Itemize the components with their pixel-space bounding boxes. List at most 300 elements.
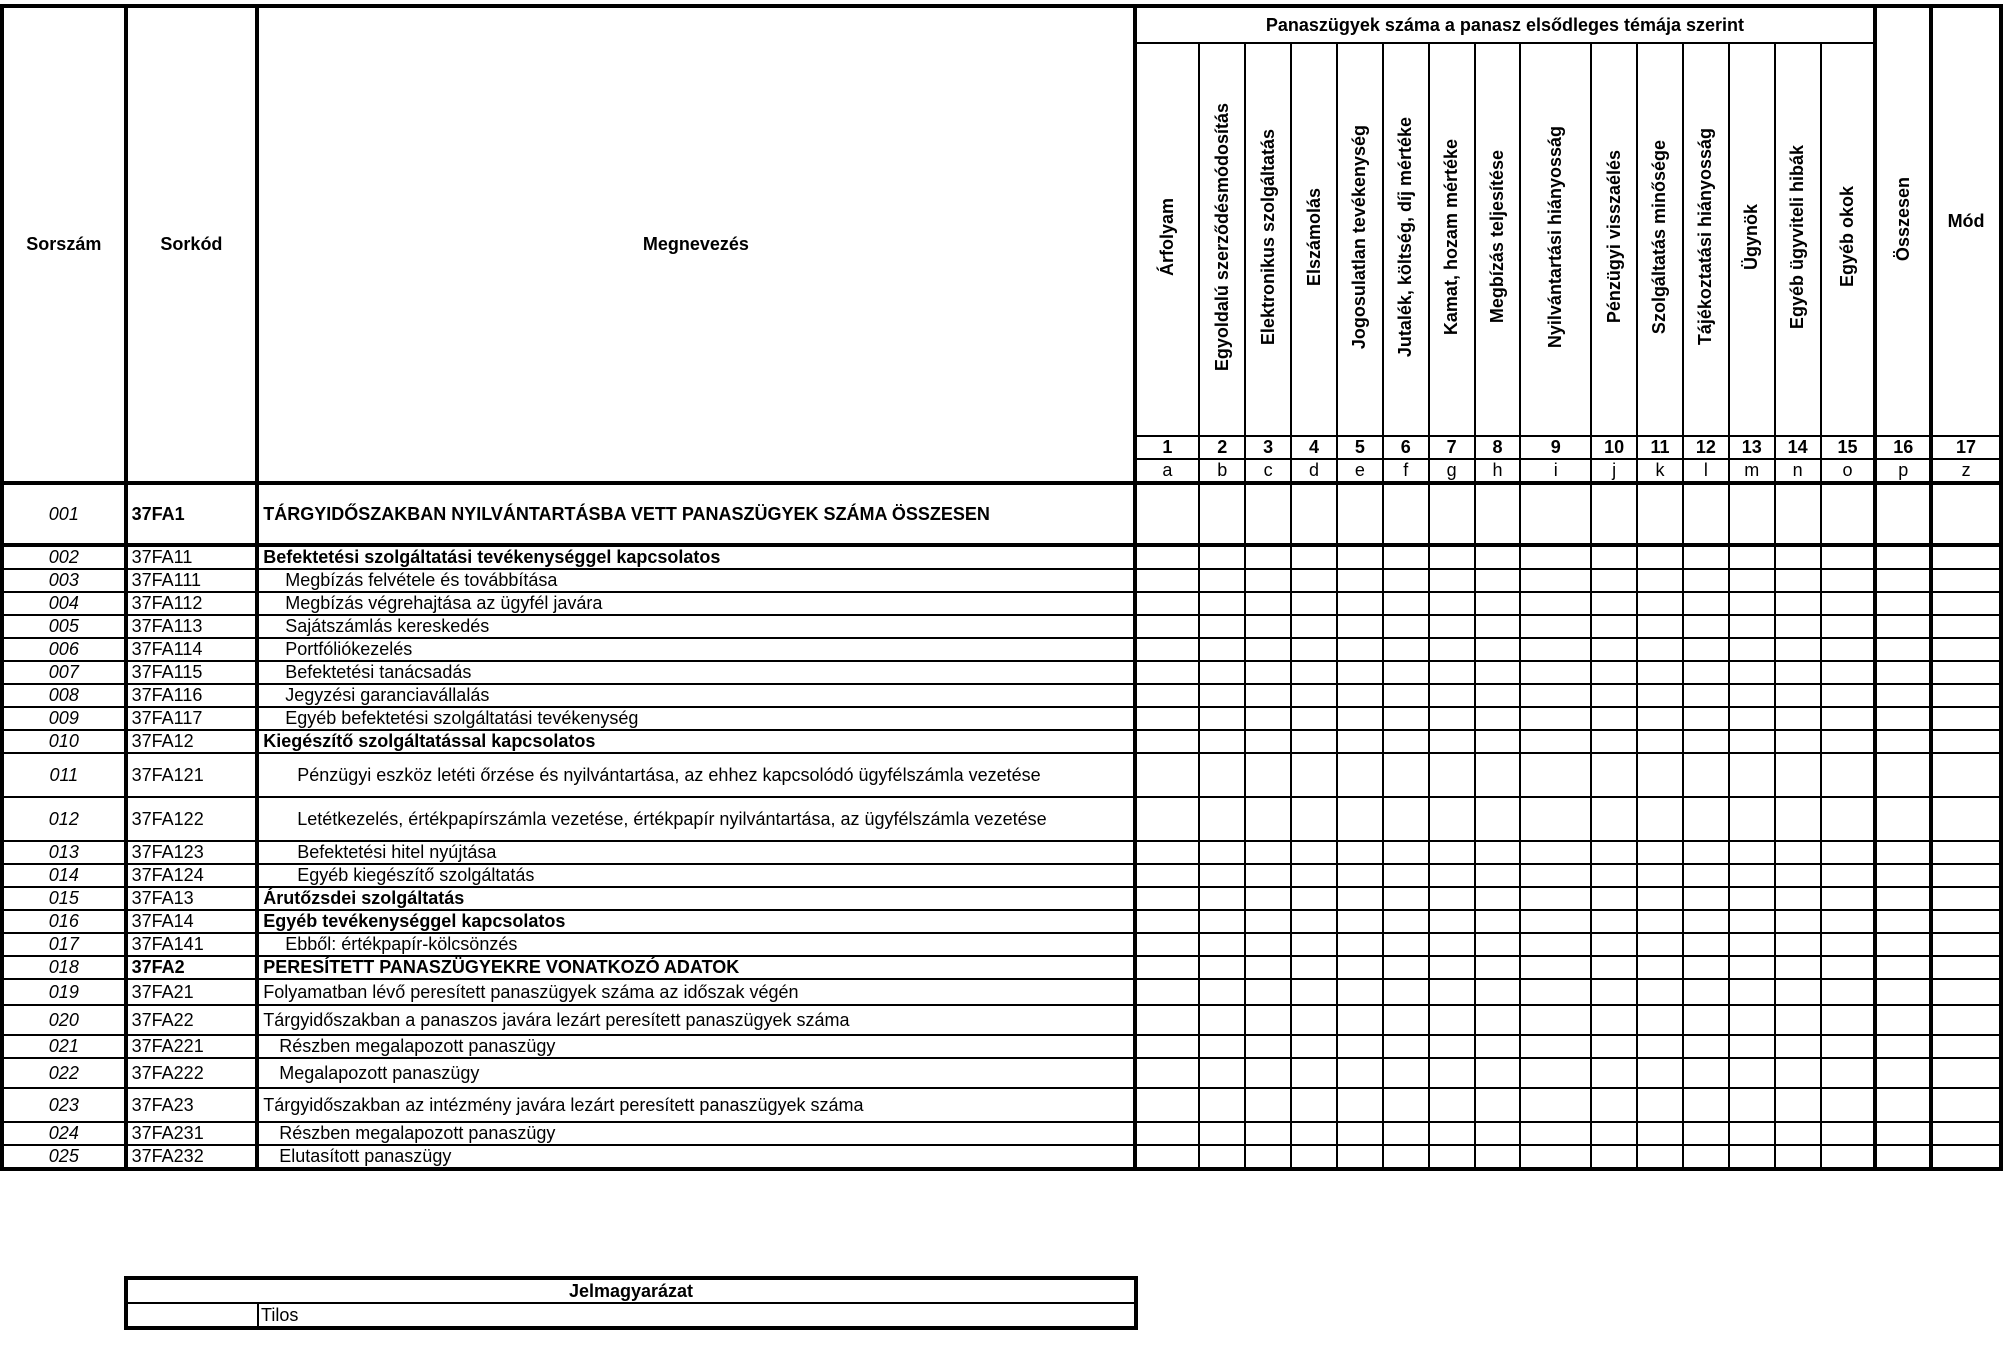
data-cell[interactable] xyxy=(1429,841,1475,864)
data-cell[interactable] xyxy=(1520,933,1591,956)
data-cell[interactable] xyxy=(1199,661,1245,684)
data-cell[interactable] xyxy=(1429,661,1475,684)
data-cell[interactable] xyxy=(1637,661,1683,684)
data-cell[interactable] xyxy=(1591,864,1637,887)
data-cell[interactable] xyxy=(1875,684,1931,707)
data-cell[interactable] xyxy=(1475,661,1521,684)
data-cell[interactable] xyxy=(1729,638,1775,661)
data-cell[interactable] xyxy=(1337,592,1383,615)
data-cell[interactable] xyxy=(1199,1058,1245,1088)
data-cell[interactable] xyxy=(1775,483,1821,545)
data-cell[interactable] xyxy=(1729,933,1775,956)
data-cell[interactable] xyxy=(1637,979,1683,1005)
data-cell[interactable] xyxy=(1337,615,1383,638)
data-cell[interactable] xyxy=(1729,956,1775,979)
data-cell[interactable] xyxy=(1729,483,1775,545)
data-cell[interactable] xyxy=(1683,979,1729,1005)
data-cell[interactable] xyxy=(1683,1088,1729,1122)
data-cell[interactable] xyxy=(1429,592,1475,615)
data-cell[interactable] xyxy=(1291,864,1337,887)
data-cell[interactable] xyxy=(1875,797,1931,841)
data-cell[interactable] xyxy=(1775,933,1821,956)
data-cell[interactable] xyxy=(1683,753,1729,797)
data-cell[interactable] xyxy=(1591,569,1637,592)
data-cell[interactable] xyxy=(1875,1058,1931,1088)
data-cell[interactable] xyxy=(1875,1122,1931,1145)
data-cell[interactable] xyxy=(1135,615,1200,638)
data-cell[interactable] xyxy=(1291,933,1337,956)
data-cell[interactable] xyxy=(1337,933,1383,956)
data-cell[interactable] xyxy=(1637,956,1683,979)
data-cell[interactable] xyxy=(1875,1035,1931,1058)
data-cell[interactable] xyxy=(1291,545,1337,569)
data-cell[interactable] xyxy=(1383,887,1429,910)
data-cell[interactable] xyxy=(1383,569,1429,592)
data-cell[interactable] xyxy=(1475,707,1521,730)
data-cell[interactable] xyxy=(1875,730,1931,753)
data-cell[interactable] xyxy=(1429,910,1475,933)
data-cell[interactable] xyxy=(1475,1145,1521,1169)
data-cell[interactable] xyxy=(1520,1058,1591,1088)
data-cell[interactable] xyxy=(1637,569,1683,592)
data-cell[interactable] xyxy=(1429,1035,1475,1058)
data-cell[interactable] xyxy=(1291,592,1337,615)
data-cell[interactable] xyxy=(1683,592,1729,615)
data-cell[interactable] xyxy=(1775,956,1821,979)
data-cell[interactable] xyxy=(1199,1122,1245,1145)
data-cell[interactable] xyxy=(1821,569,1876,592)
data-cell[interactable] xyxy=(1199,569,1245,592)
data-cell[interactable] xyxy=(1475,841,1521,864)
data-cell[interactable] xyxy=(1429,638,1475,661)
data-cell[interactable] xyxy=(1821,483,1876,545)
data-cell[interactable] xyxy=(1520,615,1591,638)
data-cell[interactable] xyxy=(1931,545,2001,569)
data-cell[interactable] xyxy=(1245,1058,1291,1088)
data-cell[interactable] xyxy=(1683,545,1729,569)
data-cell[interactable] xyxy=(1875,707,1931,730)
data-cell[interactable] xyxy=(1637,684,1683,707)
data-cell[interactable] xyxy=(1520,753,1591,797)
data-cell[interactable] xyxy=(1475,545,1521,569)
data-cell[interactable] xyxy=(1291,979,1337,1005)
data-cell[interactable] xyxy=(1135,1088,1200,1122)
data-cell[interactable] xyxy=(1520,661,1591,684)
data-cell[interactable] xyxy=(1637,638,1683,661)
data-cell[interactable] xyxy=(1775,1122,1821,1145)
data-cell[interactable] xyxy=(1775,545,1821,569)
data-cell[interactable] xyxy=(1931,730,2001,753)
data-cell[interactable] xyxy=(1199,592,1245,615)
data-cell[interactable] xyxy=(1520,887,1591,910)
data-cell[interactable] xyxy=(1683,661,1729,684)
data-cell[interactable] xyxy=(1520,841,1591,864)
data-cell[interactable] xyxy=(1931,1005,2001,1035)
data-cell[interactable] xyxy=(1475,615,1521,638)
data-cell[interactable] xyxy=(1591,1145,1637,1169)
data-cell[interactable] xyxy=(1637,545,1683,569)
data-cell[interactable] xyxy=(1683,910,1729,933)
data-cell[interactable] xyxy=(1245,684,1291,707)
data-cell[interactable] xyxy=(1337,1005,1383,1035)
data-cell[interactable] xyxy=(1475,483,1521,545)
data-cell[interactable] xyxy=(1291,684,1337,707)
data-cell[interactable] xyxy=(1637,730,1683,753)
data-cell[interactable] xyxy=(1199,545,1245,569)
data-cell[interactable] xyxy=(1775,684,1821,707)
data-cell[interactable] xyxy=(1591,483,1637,545)
data-cell[interactable] xyxy=(1775,979,1821,1005)
data-cell[interactable] xyxy=(1337,730,1383,753)
data-cell[interactable] xyxy=(1383,684,1429,707)
data-cell[interactable] xyxy=(1337,979,1383,1005)
data-cell[interactable] xyxy=(1591,661,1637,684)
data-cell[interactable] xyxy=(1637,707,1683,730)
data-cell[interactable] xyxy=(1591,956,1637,979)
data-cell[interactable] xyxy=(1429,753,1475,797)
data-cell[interactable] xyxy=(1475,1088,1521,1122)
data-cell[interactable] xyxy=(1245,753,1291,797)
data-cell[interactable] xyxy=(1821,841,1876,864)
data-cell[interactable] xyxy=(1245,1005,1291,1035)
data-cell[interactable] xyxy=(1875,1005,1931,1035)
data-cell[interactable] xyxy=(1199,1035,1245,1058)
data-cell[interactable] xyxy=(1199,841,1245,864)
data-cell[interactable] xyxy=(1931,933,2001,956)
data-cell[interactable] xyxy=(1591,1005,1637,1035)
data-cell[interactable] xyxy=(1775,864,1821,887)
data-cell[interactable] xyxy=(1775,1005,1821,1035)
data-cell[interactable] xyxy=(1591,730,1637,753)
data-cell[interactable] xyxy=(1875,545,1931,569)
data-cell[interactable] xyxy=(1637,1122,1683,1145)
data-cell[interactable] xyxy=(1383,1122,1429,1145)
data-cell[interactable] xyxy=(1591,592,1637,615)
data-cell[interactable] xyxy=(1337,483,1383,545)
data-cell[interactable] xyxy=(1729,1122,1775,1145)
data-cell[interactable] xyxy=(1337,707,1383,730)
data-cell[interactable] xyxy=(1199,956,1245,979)
data-cell[interactable] xyxy=(1383,707,1429,730)
data-cell[interactable] xyxy=(1429,569,1475,592)
data-cell[interactable] xyxy=(1245,592,1291,615)
data-cell[interactable] xyxy=(1729,1058,1775,1088)
data-cell[interactable] xyxy=(1637,797,1683,841)
data-cell[interactable] xyxy=(1245,797,1291,841)
data-cell[interactable] xyxy=(1729,661,1775,684)
data-cell[interactable] xyxy=(1337,545,1383,569)
data-cell[interactable] xyxy=(1199,684,1245,707)
data-cell[interactable] xyxy=(1775,1145,1821,1169)
data-cell[interactable] xyxy=(1591,753,1637,797)
data-cell[interactable] xyxy=(1821,615,1876,638)
data-cell[interactable] xyxy=(1875,483,1931,545)
data-cell[interactable] xyxy=(1429,1088,1475,1122)
data-cell[interactable] xyxy=(1729,864,1775,887)
data-cell[interactable] xyxy=(1931,1145,2001,1169)
data-cell[interactable] xyxy=(1135,707,1200,730)
data-cell[interactable] xyxy=(1475,569,1521,592)
data-cell[interactable] xyxy=(1683,841,1729,864)
data-cell[interactable] xyxy=(1135,864,1200,887)
data-cell[interactable] xyxy=(1199,483,1245,545)
data-cell[interactable] xyxy=(1383,797,1429,841)
data-cell[interactable] xyxy=(1291,661,1337,684)
data-cell[interactable] xyxy=(1429,864,1475,887)
data-cell[interactable] xyxy=(1931,864,2001,887)
data-cell[interactable] xyxy=(1683,615,1729,638)
data-cell[interactable] xyxy=(1520,483,1591,545)
data-cell[interactable] xyxy=(1475,753,1521,797)
data-cell[interactable] xyxy=(1591,684,1637,707)
data-cell[interactable] xyxy=(1931,661,2001,684)
data-cell[interactable] xyxy=(1383,1058,1429,1088)
data-cell[interactable] xyxy=(1135,841,1200,864)
data-cell[interactable] xyxy=(1337,1088,1383,1122)
data-cell[interactable] xyxy=(1931,1088,2001,1122)
data-cell[interactable] xyxy=(1637,1035,1683,1058)
data-cell[interactable] xyxy=(1637,933,1683,956)
data-cell[interactable] xyxy=(1729,1088,1775,1122)
data-cell[interactable] xyxy=(1429,483,1475,545)
data-cell[interactable] xyxy=(1821,638,1876,661)
data-cell[interactable] xyxy=(1135,979,1200,1005)
data-cell[interactable] xyxy=(1245,1035,1291,1058)
data-cell[interactable] xyxy=(1337,1122,1383,1145)
data-cell[interactable] xyxy=(1337,887,1383,910)
data-cell[interactable] xyxy=(1875,933,1931,956)
data-cell[interactable] xyxy=(1135,1058,1200,1088)
data-cell[interactable] xyxy=(1821,707,1876,730)
data-cell[interactable] xyxy=(1729,753,1775,797)
data-cell[interactable] xyxy=(1245,569,1291,592)
data-cell[interactable] xyxy=(1291,1058,1337,1088)
data-cell[interactable] xyxy=(1931,569,2001,592)
data-cell[interactable] xyxy=(1520,864,1591,887)
data-cell[interactable] xyxy=(1475,730,1521,753)
data-cell[interactable] xyxy=(1821,979,1876,1005)
data-cell[interactable] xyxy=(1821,910,1876,933)
data-cell[interactable] xyxy=(1637,864,1683,887)
data-cell[interactable] xyxy=(1875,956,1931,979)
data-cell[interactable] xyxy=(1135,592,1200,615)
data-cell[interactable] xyxy=(1591,707,1637,730)
data-cell[interactable] xyxy=(1135,1005,1200,1035)
data-cell[interactable] xyxy=(1135,638,1200,661)
data-cell[interactable] xyxy=(1199,910,1245,933)
data-cell[interactable] xyxy=(1520,910,1591,933)
data-cell[interactable] xyxy=(1245,730,1291,753)
data-cell[interactable] xyxy=(1475,797,1521,841)
data-cell[interactable] xyxy=(1821,684,1876,707)
data-cell[interactable] xyxy=(1637,1088,1683,1122)
data-cell[interactable] xyxy=(1291,1122,1337,1145)
data-cell[interactable] xyxy=(1821,753,1876,797)
data-cell[interactable] xyxy=(1337,1145,1383,1169)
data-cell[interactable] xyxy=(1135,1122,1200,1145)
data-cell[interactable] xyxy=(1383,661,1429,684)
data-cell[interactable] xyxy=(1931,841,2001,864)
data-cell[interactable] xyxy=(1429,956,1475,979)
data-cell[interactable] xyxy=(1591,1035,1637,1058)
data-cell[interactable] xyxy=(1931,592,2001,615)
data-cell[interactable] xyxy=(1931,615,2001,638)
data-cell[interactable] xyxy=(1520,1088,1591,1122)
data-cell[interactable] xyxy=(1520,638,1591,661)
data-cell[interactable] xyxy=(1135,730,1200,753)
data-cell[interactable] xyxy=(1475,956,1521,979)
data-cell[interactable] xyxy=(1199,730,1245,753)
data-cell[interactable] xyxy=(1729,707,1775,730)
data-cell[interactable] xyxy=(1383,910,1429,933)
data-cell[interactable] xyxy=(1337,753,1383,797)
data-cell[interactable] xyxy=(1683,887,1729,910)
data-cell[interactable] xyxy=(1135,753,1200,797)
data-cell[interactable] xyxy=(1475,592,1521,615)
data-cell[interactable] xyxy=(1383,545,1429,569)
data-cell[interactable] xyxy=(1520,1005,1591,1035)
data-cell[interactable] xyxy=(1291,483,1337,545)
data-cell[interactable] xyxy=(1875,864,1931,887)
data-cell[interactable] xyxy=(1429,1058,1475,1088)
data-cell[interactable] xyxy=(1775,638,1821,661)
data-cell[interactable] xyxy=(1245,615,1291,638)
data-cell[interactable] xyxy=(1291,797,1337,841)
data-cell[interactable] xyxy=(1475,933,1521,956)
data-cell[interactable] xyxy=(1637,887,1683,910)
data-cell[interactable] xyxy=(1475,638,1521,661)
data-cell[interactable] xyxy=(1637,841,1683,864)
data-cell[interactable] xyxy=(1931,684,2001,707)
data-cell[interactable] xyxy=(1199,1005,1245,1035)
data-cell[interactable] xyxy=(1729,887,1775,910)
data-cell[interactable] xyxy=(1245,841,1291,864)
data-cell[interactable] xyxy=(1520,684,1591,707)
data-cell[interactable] xyxy=(1591,841,1637,864)
data-cell[interactable] xyxy=(1875,638,1931,661)
data-cell[interactable] xyxy=(1775,887,1821,910)
data-cell[interactable] xyxy=(1683,1058,1729,1088)
data-cell[interactable] xyxy=(1291,887,1337,910)
data-cell[interactable] xyxy=(1591,545,1637,569)
data-cell[interactable] xyxy=(1337,1035,1383,1058)
data-cell[interactable] xyxy=(1729,979,1775,1005)
data-cell[interactable] xyxy=(1775,592,1821,615)
data-cell[interactable] xyxy=(1821,887,1876,910)
data-cell[interactable] xyxy=(1683,569,1729,592)
data-cell[interactable] xyxy=(1199,797,1245,841)
data-cell[interactable] xyxy=(1729,1035,1775,1058)
data-cell[interactable] xyxy=(1591,1088,1637,1122)
data-cell[interactable] xyxy=(1821,1122,1876,1145)
data-cell[interactable] xyxy=(1383,730,1429,753)
data-cell[interactable] xyxy=(1199,1145,1245,1169)
data-cell[interactable] xyxy=(1291,1005,1337,1035)
data-cell[interactable] xyxy=(1383,1005,1429,1035)
data-cell[interactable] xyxy=(1683,684,1729,707)
data-cell[interactable] xyxy=(1821,1145,1876,1169)
data-cell[interactable] xyxy=(1729,592,1775,615)
data-cell[interactable] xyxy=(1429,615,1475,638)
data-cell[interactable] xyxy=(1875,592,1931,615)
data-cell[interactable] xyxy=(1475,1035,1521,1058)
data-cell[interactable] xyxy=(1591,979,1637,1005)
data-cell[interactable] xyxy=(1729,910,1775,933)
data-cell[interactable] xyxy=(1245,956,1291,979)
data-cell[interactable] xyxy=(1475,1058,1521,1088)
data-cell[interactable] xyxy=(1821,956,1876,979)
data-cell[interactable] xyxy=(1591,1122,1637,1145)
data-cell[interactable] xyxy=(1637,753,1683,797)
data-cell[interactable] xyxy=(1383,1145,1429,1169)
data-cell[interactable] xyxy=(1775,753,1821,797)
data-cell[interactable] xyxy=(1245,864,1291,887)
data-cell[interactable] xyxy=(1520,1122,1591,1145)
data-cell[interactable] xyxy=(1291,638,1337,661)
data-cell[interactable] xyxy=(1429,730,1475,753)
data-cell[interactable] xyxy=(1291,1088,1337,1122)
data-cell[interactable] xyxy=(1383,592,1429,615)
data-cell[interactable] xyxy=(1245,638,1291,661)
data-cell[interactable] xyxy=(1199,753,1245,797)
data-cell[interactable] xyxy=(1775,797,1821,841)
data-cell[interactable] xyxy=(1520,707,1591,730)
data-cell[interactable] xyxy=(1683,638,1729,661)
data-cell[interactable] xyxy=(1931,483,2001,545)
data-cell[interactable] xyxy=(1729,1145,1775,1169)
data-cell[interactable] xyxy=(1775,615,1821,638)
data-cell[interactable] xyxy=(1875,841,1931,864)
data-cell[interactable] xyxy=(1245,1122,1291,1145)
data-cell[interactable] xyxy=(1821,797,1876,841)
data-cell[interactable] xyxy=(1729,797,1775,841)
data-cell[interactable] xyxy=(1337,661,1383,684)
data-cell[interactable] xyxy=(1291,910,1337,933)
data-cell[interactable] xyxy=(1775,569,1821,592)
data-cell[interactable] xyxy=(1875,661,1931,684)
data-cell[interactable] xyxy=(1245,661,1291,684)
data-cell[interactable] xyxy=(1383,864,1429,887)
data-cell[interactable] xyxy=(1729,684,1775,707)
data-cell[interactable] xyxy=(1429,1005,1475,1035)
data-cell[interactable] xyxy=(1199,707,1245,730)
data-cell[interactable] xyxy=(1475,864,1521,887)
data-cell[interactable] xyxy=(1591,887,1637,910)
data-cell[interactable] xyxy=(1383,1035,1429,1058)
data-cell[interactable] xyxy=(1520,730,1591,753)
data-cell[interactable] xyxy=(1591,933,1637,956)
data-cell[interactable] xyxy=(1383,483,1429,545)
data-cell[interactable] xyxy=(1520,592,1591,615)
data-cell[interactable] xyxy=(1591,797,1637,841)
data-cell[interactable] xyxy=(1683,933,1729,956)
data-cell[interactable] xyxy=(1729,569,1775,592)
data-cell[interactable] xyxy=(1429,887,1475,910)
data-cell[interactable] xyxy=(1291,569,1337,592)
data-cell[interactable] xyxy=(1135,1035,1200,1058)
data-cell[interactable] xyxy=(1135,910,1200,933)
data-cell[interactable] xyxy=(1383,979,1429,1005)
data-cell[interactable] xyxy=(1135,545,1200,569)
data-cell[interactable] xyxy=(1775,707,1821,730)
data-cell[interactable] xyxy=(1199,638,1245,661)
data-cell[interactable] xyxy=(1337,638,1383,661)
data-cell[interactable] xyxy=(1683,1035,1729,1058)
data-cell[interactable] xyxy=(1291,615,1337,638)
data-cell[interactable] xyxy=(1383,933,1429,956)
data-cell[interactable] xyxy=(1475,910,1521,933)
data-cell[interactable] xyxy=(1135,887,1200,910)
